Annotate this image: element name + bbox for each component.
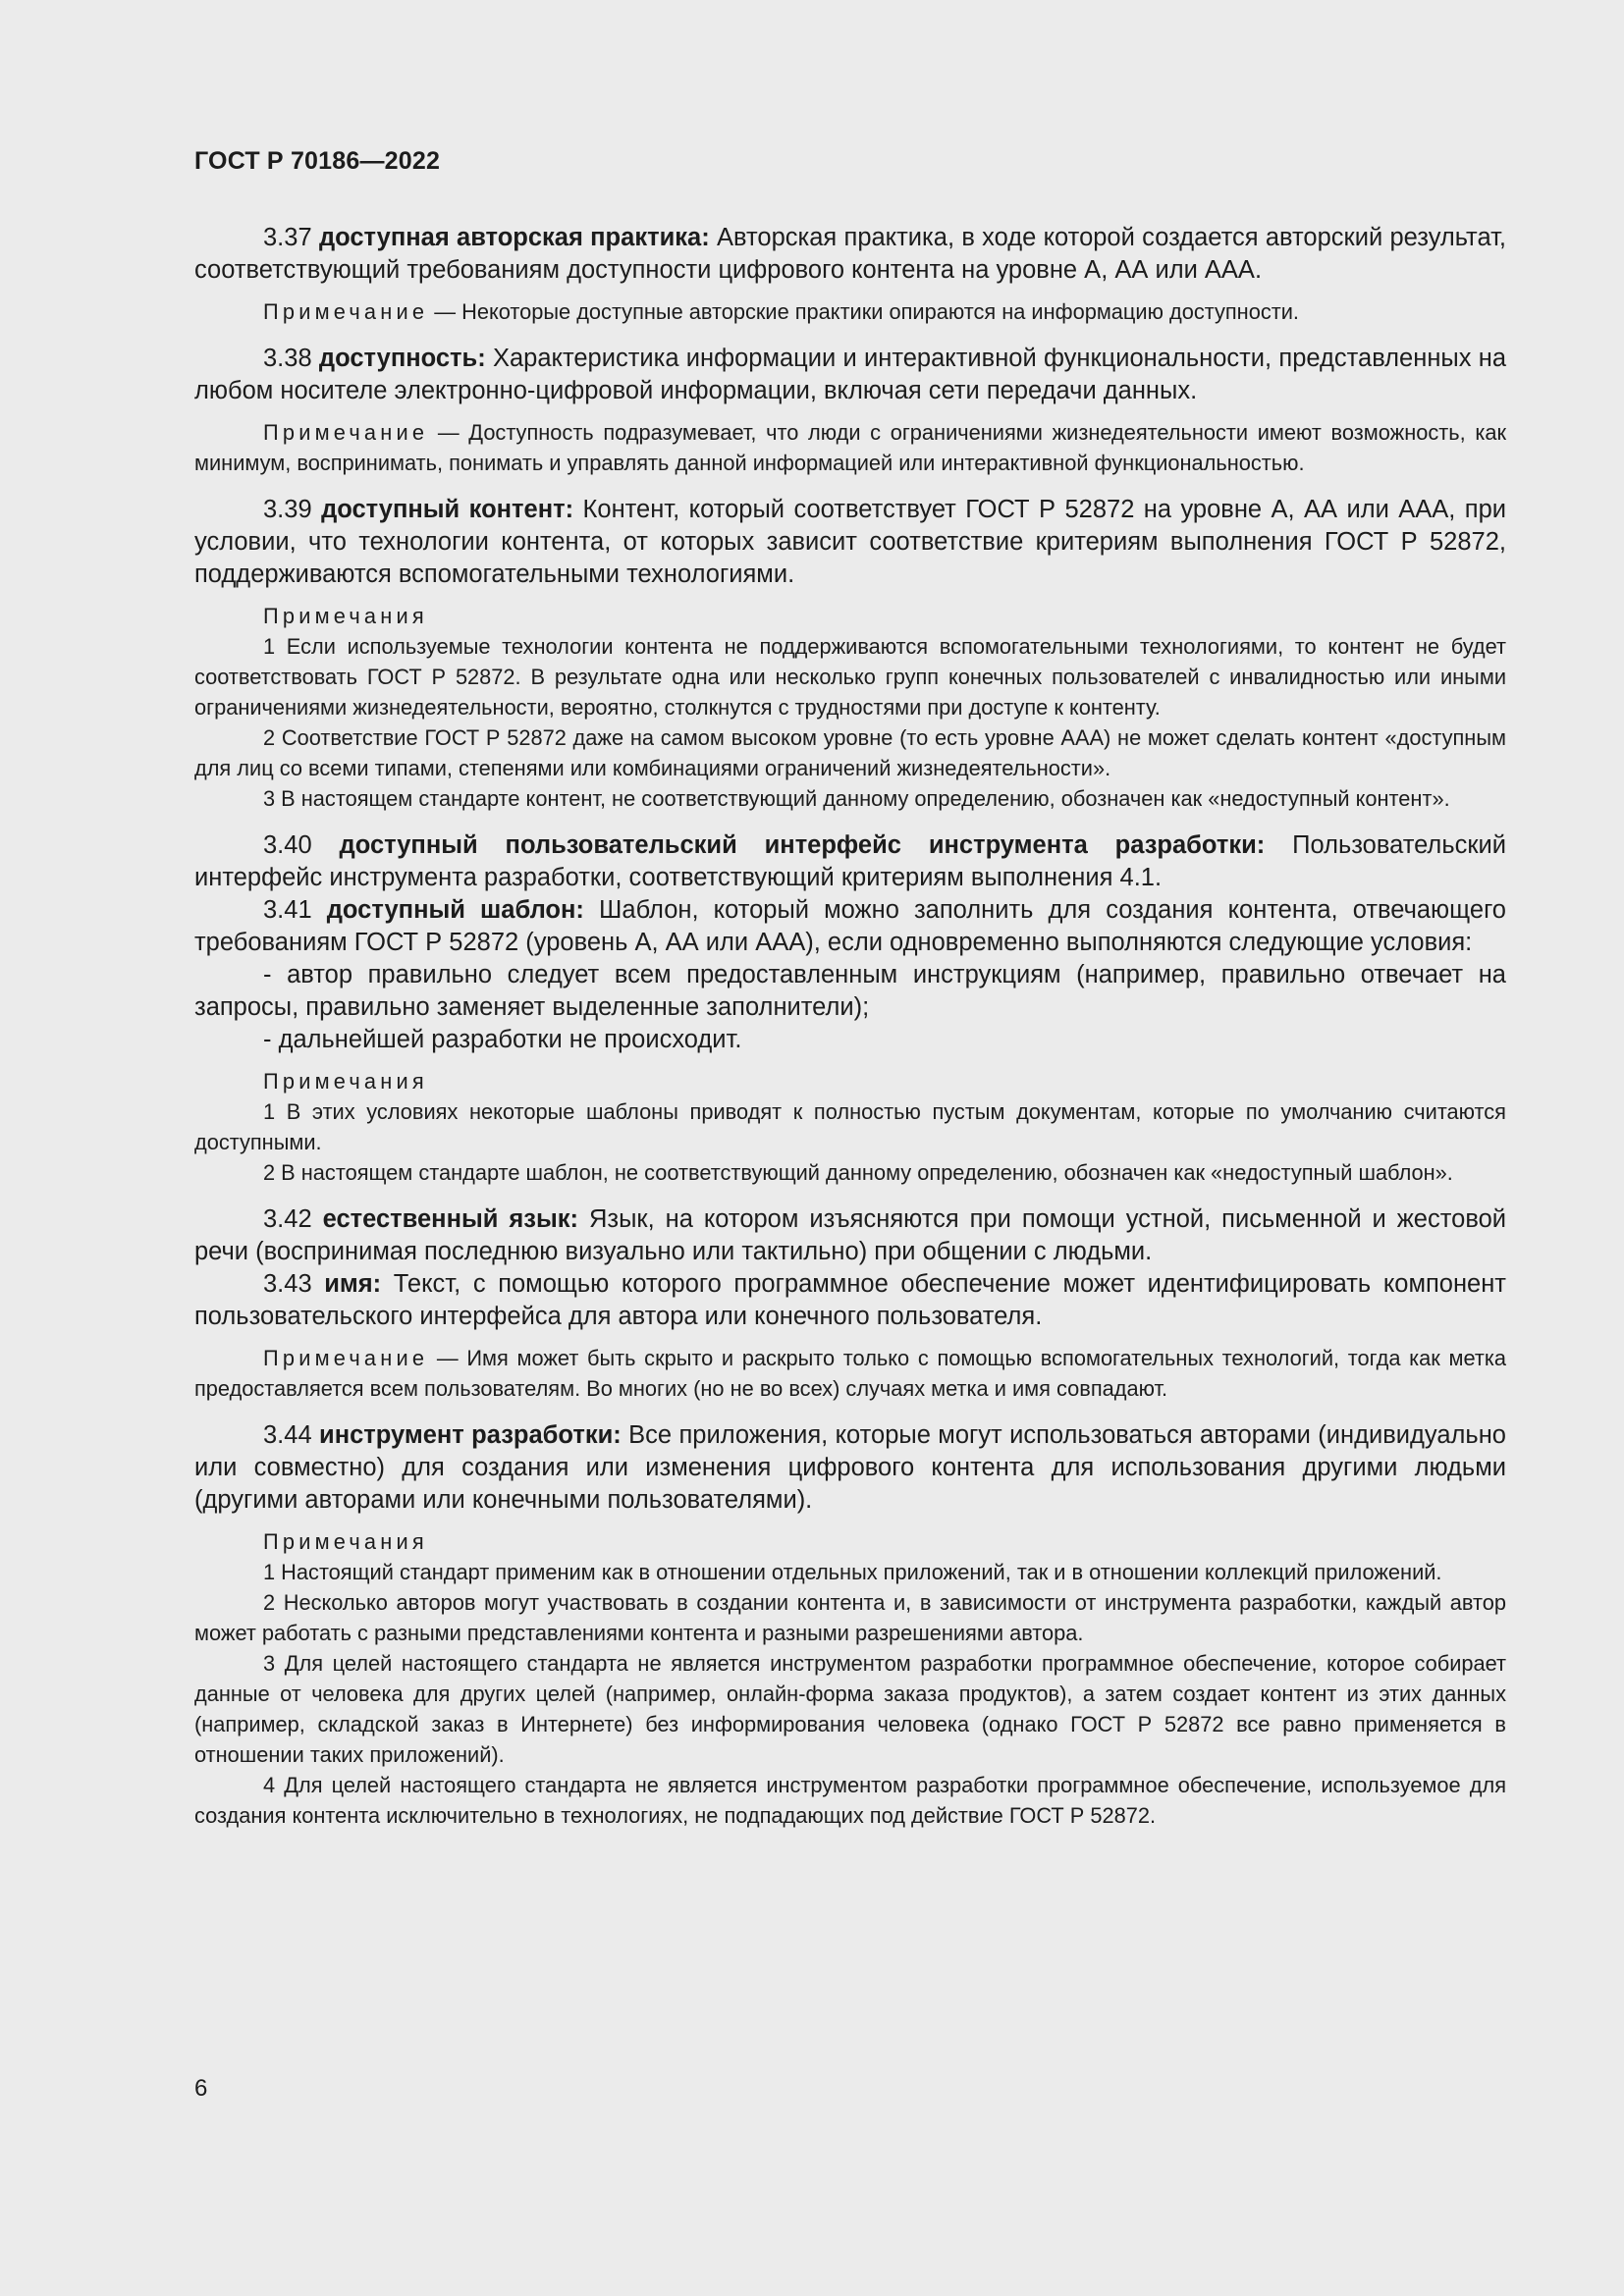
term-3-38	[194, 343, 1506, 407]
note-item: 3 В настоящем стандарте контент, не соответствующий данному определению, обозначен как «недоступный контент».	[263, 786, 1450, 811]
term-name: имя:	[324, 1270, 382, 1298]
term-definition: Шаблон, который можно заполнить для создания контента, отвечающего требованиям ГОСТ Р 52872 (уровень А, АА или ААА), если одновременно выполняются следующие условия:	[194, 896, 1506, 956]
term-name: доступный пользовательский интерфейс инструмента разработки:	[339, 831, 1266, 859]
note-3-38	[194, 417, 1506, 478]
term-number: 3.37	[263, 224, 312, 251]
note-item: 2 Несколько авторов могут участвовать в создании контента и, в зависимости от инструмента разработки, каждый автор может работать с разными представлениями контента и разными разрешениями автора.	[194, 1590, 1506, 1645]
note-text: — Некоторые доступные авторские практики опираются на информацию доступности.	[434, 299, 1299, 324]
note-3-43	[194, 1343, 1506, 1404]
note-item: 1 Настоящий стандарт применим как в отношении отдельных приложений, так и в отношении коллекций приложений.	[263, 1560, 1442, 1584]
note-item: 1 Если используемые технологии контента не поддерживаются вспомогательными технологиями, то контент не будет соответствовать ГОСТ Р 52872. В результате одна или несколько групп конечных пользователей с инвалидностью или иными ограничениями жизнедеятельности, вероятно, столкнутся с трудностями при доступе к контенту.	[194, 634, 1506, 720]
term-definition: Контент, который соответствует ГОСТ Р 52872 на уровне А, АА или ААА, при условии, что технологии контента, от которых зависит соответствие критериям выполнения ГОСТ Р 52872, поддерживаются вспомогательными технологиями.	[194, 496, 1506, 588]
term-definition: Язык, на котором изъясняются при помощи устной, письменной и жестовой речи (воспринимая последнюю визуально или тактильно) при общении с людьми.	[194, 1205, 1507, 1265]
term-number: 3.44	[263, 1421, 312, 1449]
note-text: — Доступность подразумевает, что люди с ограничениями жизнедеятельности имеют возможность, как минимум, воспринимать, понимать и управлять данной информацией или интерактивной функциональностью.	[194, 420, 1506, 475]
note-item: 4 Для целей настоящего стандарта не является инструментом разработки программное обеспечение, используемое для создания контента исключительно в технологиях, не подпадающих под действие ГОСТ Р 52872.	[194, 1773, 1506, 1828]
document-body	[194, 222, 1506, 1831]
term-name: естественный язык:	[322, 1205, 578, 1233]
term-number: 3.43	[263, 1270, 312, 1298]
note-item: 2 Соответствие ГОСТ Р 52872 даже на самом высоком уровне (то есть уровне ААА) не может сделать контент «доступным для лиц со всеми типами, степенями или комбинациями ограничений жизнедеятельности».	[194, 725, 1506, 780]
note-label: Примечание	[263, 299, 429, 324]
term-3-42	[194, 1203, 1506, 1268]
note-item: 2 В настоящем стандарте шаблон, не соответствующий данному определению, обозначен как «недоступный шаблон».	[263, 1160, 1453, 1185]
term-name: инструмент разработки:	[319, 1421, 622, 1449]
note-item: 1 В этих условиях некоторые шаблоны приводят к полностью пустым документам, которые по умолчанию считаются доступными.	[194, 1099, 1506, 1154]
notes-label: Примечания	[263, 1069, 428, 1094]
term-3-41	[194, 894, 1506, 959]
term-3-43	[194, 1268, 1506, 1333]
bullet-item: - автор правильно следует всем предоставленным инструкциям (например, правильно отвечает на запросы, правильно заменяет выделенные заполнители);	[194, 961, 1506, 1021]
term-3-40	[194, 829, 1506, 894]
term-number: 3.42	[263, 1205, 312, 1233]
term-definition: Текст, с помощью которого программное обеспечение может идентифицировать компонент пользовательского интерфейса для автора или конечного пользователя.	[194, 1270, 1506, 1330]
term-3-39	[194, 494, 1506, 591]
term-name: доступность:	[318, 345, 486, 372]
term-definition: Все приложения, которые могут использоваться авторами (индивидуально или совместно) для создания или изменения цифрового контента для использования другими людьми (другими авторами или конечными пользователями).	[194, 1421, 1506, 1514]
term-number: 3.41	[263, 896, 312, 924]
bullet-item: - дальнейшей разработки не происходит.	[263, 1026, 742, 1053]
term-definition: Пользовательский интерфейс инструмента разработки, соответствующий критериям выполнения 4.1.	[194, 831, 1506, 891]
note-3-37	[194, 296, 1506, 327]
term-definition: Авторская практика, в ходе которой создается авторский результат, соответствующий требованиям доступности цифрового контента на уровне А, АА или ААА.	[194, 224, 1507, 284]
note-text: — Имя может быть скрыто и раскрыто только с помощью вспомогательных технологий, тогда как метка предоставляется всем пользователям. Во многих (но не во всех) случаях метка и имя совпадают.	[194, 1346, 1506, 1401]
term-number: 3.38	[263, 345, 312, 372]
note-label: Примечание	[263, 420, 429, 445]
document-header: ГОСТ Р 70186—2022	[194, 147, 441, 175]
term-name: доступная авторская практика:	[318, 224, 710, 251]
term-number: 3.40	[263, 831, 312, 859]
term-3-44	[194, 1419, 1506, 1517]
note-label: Примечание	[263, 1346, 429, 1370]
term-number: 3.39	[263, 496, 312, 523]
notes-label: Примечания	[263, 604, 428, 628]
term-definition: Характеристика информации и интерактивной функциональности, представленных на любом носителе электронно-цифровой информации, включая сети передачи данных.	[194, 345, 1506, 404]
term-3-37	[194, 222, 1506, 287]
notes-label: Примечания	[263, 1529, 428, 1554]
term-name: доступный контент:	[321, 496, 574, 523]
note-item: 3 Для целей настоящего стандарта не является инструментом разработки программное обеспечение, которое собирает данные от человека для других целей (например, онлайн-форма заказа продуктов), а затем создает контент из этих данных (например, складской заказ в Интернете) без информирования человека (однако ГОСТ Р 52872 все равно применяется в отношении таких приложений).	[194, 1651, 1506, 1767]
term-name: доступный шаблон:	[326, 896, 584, 924]
page-number: 6	[194, 2075, 208, 2102]
